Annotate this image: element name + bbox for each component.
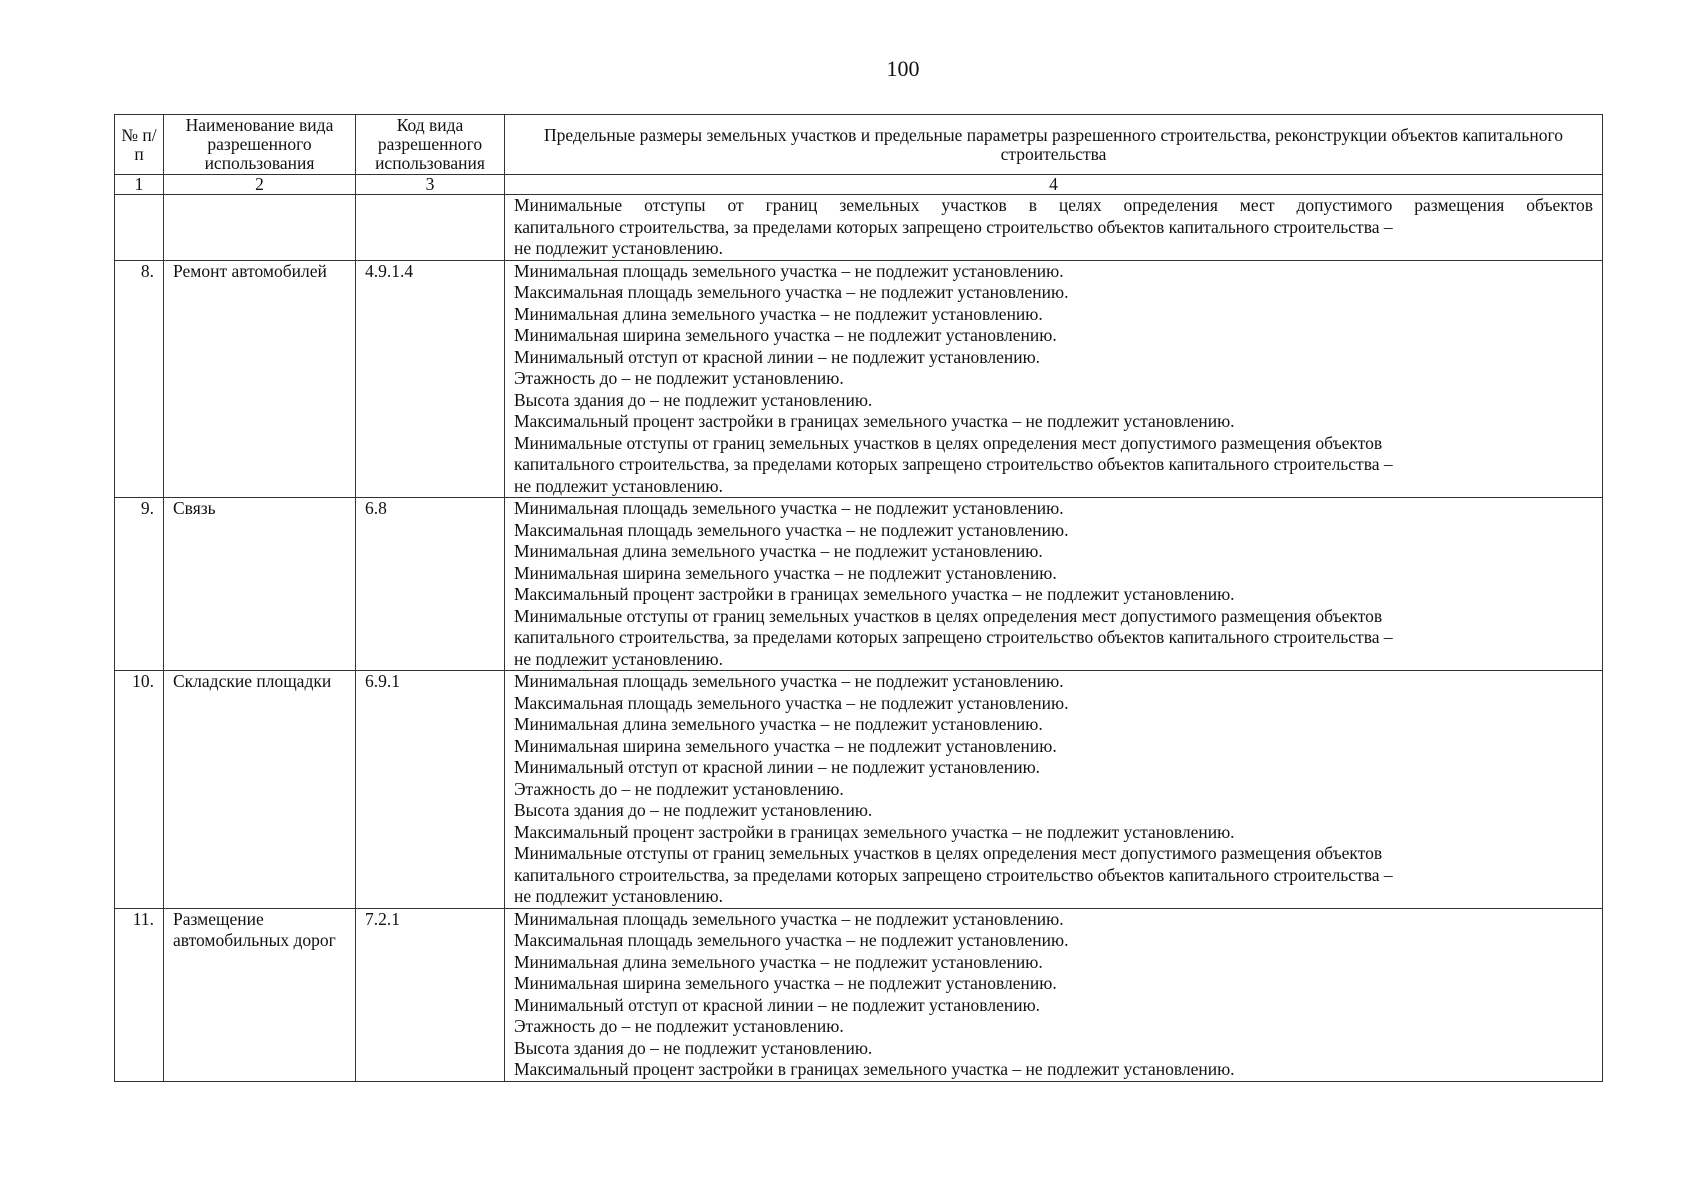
parameter-line: Минимальная площадь земельного участка – не подлежит установлению.	[514, 260, 1064, 281]
row-number: 10.	[115, 671, 164, 909]
table-row	[115, 260, 1603, 498]
parameter-line: Минимальная площадь земельного участка – не подлежит установлению.	[514, 671, 1064, 691]
parameter-line: Максимальная площадь земельного участка – не подлежит установлению.	[514, 519, 1069, 540]
table-header-row	[115, 115, 1603, 175]
table-row	[115, 671, 1603, 909]
page-number: 100	[886, 56, 920, 81]
parameter-line: Минимальная площадь земельного участка – не подлежит установлению.	[514, 908, 1064, 929]
row-number: 9.	[115, 498, 164, 671]
header-use-code: Код вида разрешенного использования	[356, 115, 505, 175]
parameter-line: Минимальная длина земельного участка – не подлежит установлению.	[514, 714, 1043, 734]
parameter-line: Максимальный процент застройки в границах земельного участка – не подлежит установлению.	[514, 411, 1235, 431]
parameter-line: не подлежит установлению.	[514, 648, 723, 669]
parameter-line: не подлежит установлению.	[514, 238, 723, 258]
column-number: 3	[356, 175, 505, 195]
use-name: Связь	[164, 498, 356, 671]
parameter-line: Минимальная ширина земельного участка – не подлежит установлению.	[514, 325, 1057, 345]
parameter-line: Минимальная длина земельного участка – не подлежит установлению.	[514, 951, 1043, 972]
parameters-cell	[505, 671, 1603, 909]
row-number: 8.	[115, 260, 164, 498]
parameter-line: Минимальный отступ от красной линии – не подлежит установлению.	[514, 757, 1041, 777]
column-number-row	[115, 175, 1603, 195]
parameter-line: Минимальный отступ от красной линии – не подлежит установлению.	[514, 346, 1041, 367]
header-number: № п/п	[115, 115, 164, 175]
parameter-line: Минимальный отступ от красной линии – не подлежит установлению.	[514, 994, 1041, 1015]
use-code: 7.2.1	[356, 908, 505, 1081]
parameters-cell	[505, 195, 1603, 261]
parameter-line: Минимальная длина земельного участка – не подлежит установлению.	[514, 303, 1043, 324]
parameter-line: Максимальный процент застройки в границах земельного участка – не подлежит установлению.	[514, 821, 1235, 842]
parameter-line: Минимальные отступы от границ земельных участков в целях определения мест допустимого размещения объектов	[514, 843, 1383, 863]
use-name	[164, 195, 356, 261]
row-number: 11.	[115, 908, 164, 1081]
use-name: Складские площадки	[164, 671, 356, 909]
parameter-line: Минимальные отступы от границ земельных участков в целях определения мест допустимого размещения объектов	[514, 432, 1383, 453]
parameters-cell	[505, 260, 1603, 498]
parameter-line: Минимальная ширина земельного участка – не подлежит установлению.	[514, 973, 1057, 993]
use-code: 4.9.1.4	[356, 260, 505, 498]
parameter-line: Высота здания до – не подлежит установлению.	[514, 800, 873, 820]
parameter-line: капитального строительства, за пределами которых запрещено строительство объектов капитального строительства –	[514, 454, 1393, 474]
use-code	[356, 195, 505, 261]
parameter-line: Максимальный процент застройки в границах земельного участка – не подлежит установлению.	[514, 584, 1235, 604]
parameter-line: капитального строительства, за пределами которых запрещено строительство объектов капитального строительства –	[514, 627, 1393, 647]
parameter-line: Максимальная площадь земельного участка – не подлежит установлению.	[514, 282, 1069, 302]
regulations-table	[114, 114, 1603, 1082]
table-row	[115, 908, 1603, 1081]
parameter-line: Этажность до – не подлежит установлению.	[514, 1016, 844, 1036]
column-number: 4	[505, 175, 1603, 195]
parameter-line: Максимальная площадь земельного участка – не подлежит установлению.	[514, 692, 1069, 713]
parameters-cell	[505, 498, 1603, 671]
parameter-line: Этажность до – не подлежит установлению.	[514, 368, 844, 388]
parameter-line: капитального строительства, за пределами которых запрещено строительство объектов капитального строительства –	[514, 216, 1393, 237]
continuation-row	[115, 195, 1603, 261]
parameter-line: Высота здания до – не подлежит установлению.	[514, 1037, 873, 1058]
parameter-line: Минимальные отступы от границ земельных участков в целях определения мест допустимого размещения объектов	[514, 605, 1383, 626]
parameter-line: не подлежит установлению.	[514, 475, 723, 496]
use-name: Ремонт автомобилей	[164, 260, 356, 498]
header-use-name: Наименование вида разрешенного использования	[164, 115, 356, 175]
column-number: 2	[164, 175, 356, 195]
parameter-line: не подлежит установлению.	[514, 886, 723, 906]
parameter-line: Максимальный процент застройки в границах земельного участка – не подлежит установлению.	[514, 1059, 1235, 1079]
parameter-line: Минимальная ширина земельного участка – не подлежит установлению.	[514, 562, 1057, 583]
parameters-cell	[505, 908, 1603, 1081]
use-code: 6.9.1	[356, 671, 505, 909]
parameter-line: Этажность до – не подлежит установлению.	[514, 778, 844, 799]
parameter-line: Минимальная длина земельного участка – не подлежит установлению.	[514, 541, 1043, 561]
parameter-line: Высота здания до – не подлежит установлению.	[514, 389, 873, 410]
parameter-line: Минимальная площадь земельного участка – не подлежит установлению.	[514, 498, 1064, 518]
header-parameters: Предельные размеры земельных участков и предельные параметры разрешенного строительства, реконструкции объектов капитального строительства	[505, 115, 1603, 175]
parameter-line: Максимальная площадь земельного участка – не подлежит установлению.	[514, 930, 1069, 950]
table-row	[115, 498, 1603, 671]
parameter-line: капитального строительства, за пределами которых запрещено строительство объектов капитального строительства –	[514, 864, 1393, 885]
row-number	[115, 195, 164, 261]
use-code: 6.8	[356, 498, 505, 671]
parameter-line: Минимальные отступы от границ земельных участков в целях определения мест допустимого размещения объектов	[514, 195, 1593, 215]
column-number: 1	[115, 175, 164, 195]
use-name: Размещение автомобильных дорог	[164, 908, 356, 1081]
parameter-line: Минимальная ширина земельного участка – не подлежит установлению.	[514, 735, 1057, 756]
